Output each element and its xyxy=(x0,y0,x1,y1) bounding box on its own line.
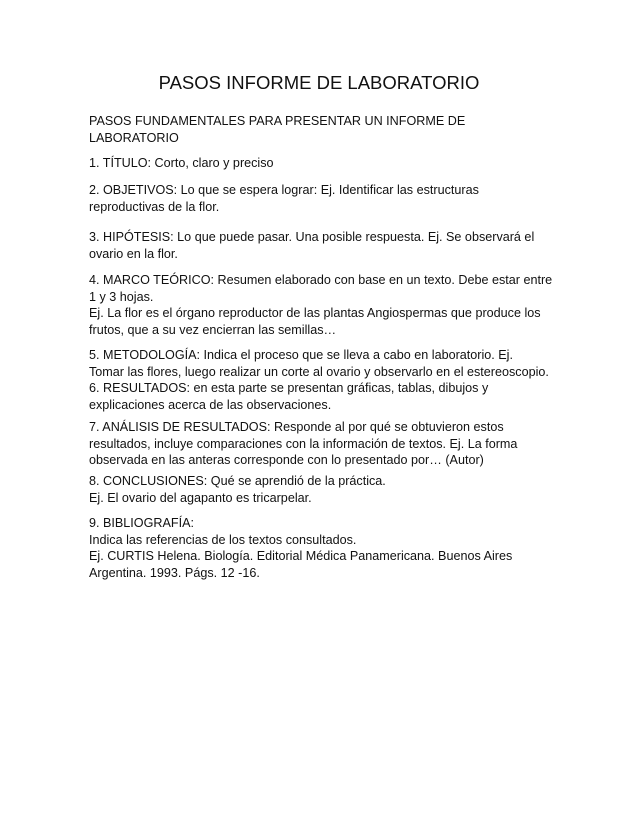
paragraph-9-line: Ej. CURTIS Helena. Biología. Editorial Médica Panamericana. Buenos Aires xyxy=(89,549,513,563)
paragraph-8-line: 8. CONCLUSIONES: Qué se aprendió de la práctica. xyxy=(89,474,386,488)
paragraph-2-line: 1. TÍTULO: Corto, claro y preciso xyxy=(89,156,274,170)
paragraph-1-line: LABORATORIO xyxy=(89,130,179,145)
paragraph-4-line: 3. HIPÓTESIS: Lo que puede pasar. Una posible respuesta. Ej. Se observará el xyxy=(89,230,535,244)
paragraph-3-line: reproductivas de la flor. xyxy=(89,199,220,214)
paragraph-3-line: 2. OBJETIVOS: Lo que se espera lograr: Ej. Identificar las estructuras xyxy=(89,183,479,197)
paragraph-6-line: 5. METODOLOGÍA: Indica el proceso que se lleva a cabo en laboratorio. Ej. xyxy=(89,348,513,362)
paragraph-9-line: 9. BIBLIOGRAFÍA: xyxy=(89,516,194,530)
paragraph-7-line: 7. ANÁLISIS DE RESULTADOS: Responde al por qué se obtuvieron estos xyxy=(89,420,504,434)
paragraph-6-line: 6. RESULTADOS: en esta parte se presentan gráficas, tablas, dibujos y xyxy=(89,381,489,395)
paragraph-1-line: PASOS FUNDAMENTALES PARA PRESENTAR UN INFORME DE xyxy=(89,114,466,128)
paragraph-9-line: Argentina. 1993. Págs. 12 -16. xyxy=(89,565,260,580)
paragraph-5-line: 4. MARCO TEÓRICO: Resumen elaborado con base en un texto. Debe estar entre xyxy=(89,273,553,287)
paragraph-6-line: Tomar las flores, luego realizar un corte al ovario y observarlo en el estereoscopio. xyxy=(89,364,549,379)
paragraph-7-line: observada en las anteras corresponde con lo presentado por… (Autor) xyxy=(89,453,484,467)
paragraph-7-line: resultados, incluye comparaciones con la información de textos. Ej. La forma xyxy=(89,436,518,451)
paragraph-6-line: explicaciones acerca de las observaciones. xyxy=(89,397,332,412)
document-title: PASOS INFORME DE LABORATORIO xyxy=(158,72,480,93)
paragraph-5-line: frutos, que a su vez encierran las semillas… xyxy=(89,322,337,337)
paragraph-5-line: Ej. La flor es el órgano reproductor de las plantas Angiospermas que produce los xyxy=(89,306,541,320)
paragraph-8-line: Ej. El ovario del agapanto es tricarpelar. xyxy=(89,490,312,505)
paragraph-4-line: ovario en la flor. xyxy=(89,246,178,261)
paragraph-5-line: 1 y 3 hojas. xyxy=(89,289,154,304)
paragraph-9-line: Indica las referencias de los textos consultados. xyxy=(89,532,357,547)
